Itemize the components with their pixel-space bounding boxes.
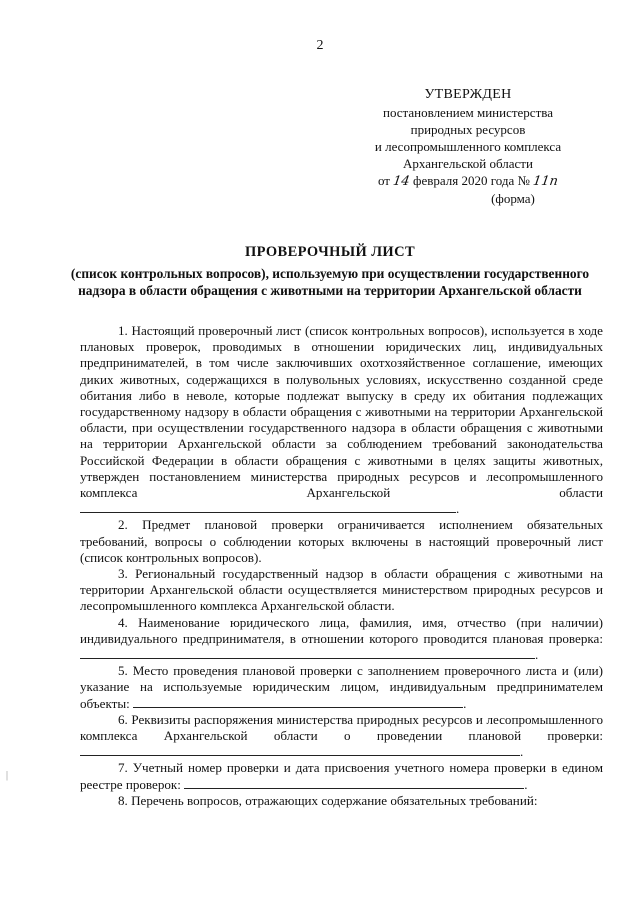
fill-in-blank[interactable] bbox=[80, 647, 535, 659]
handwritten-number: 11п bbox=[532, 174, 560, 189]
paragraph-end: . bbox=[524, 776, 528, 792]
date-text: февраля 2020 года № bbox=[413, 173, 530, 188]
form-note: (форма) bbox=[491, 191, 535, 206]
approval-line: природных ресурсов bbox=[410, 122, 526, 137]
paragraph-end: . bbox=[520, 744, 524, 760]
fill-in-blank[interactable] bbox=[80, 501, 456, 513]
date-prefix: от bbox=[377, 173, 390, 188]
scan-margin-mark: | bbox=[6, 770, 9, 781]
fill-in-blank[interactable] bbox=[133, 696, 463, 708]
fill-in-blank[interactable] bbox=[80, 744, 520, 756]
approval-line: Архангельской области bbox=[403, 156, 533, 171]
approval-block bbox=[318, 86, 618, 207]
paragraph-end: . bbox=[535, 647, 539, 663]
document-title bbox=[60, 244, 600, 300]
approval-line: постановлением министерства bbox=[382, 105, 553, 120]
paragraph-text: 5. Место проведения плановой проверки с заполнением проверочного листа и (или) указание на используемые юридическим лицом, индивидуальным предпринимателем объекты: bbox=[80, 663, 603, 711]
paragraph-6 bbox=[80, 712, 603, 761]
paragraph-1 bbox=[80, 323, 603, 517]
paragraph-7 bbox=[80, 760, 603, 792]
paragraph-end: . bbox=[456, 501, 460, 517]
paragraph-4 bbox=[80, 615, 603, 664]
page-number: 2 bbox=[316, 38, 324, 53]
paragraph-text: 6. Реквизиты распоряжения министерства природных ресурсов и лесопромышленного комплекса Архангельской области о проведении плановой проверки: bbox=[80, 711, 603, 744]
paragraph-5 bbox=[80, 663, 603, 712]
paragraph-3: 3. Региональный государственный надзор в области обращения с животными на территории Архангельской области осуществляется министерством природных ресурсов и лесопромышленного комплекса Архангельской области. bbox=[80, 566, 603, 614]
fill-in-blank[interactable] bbox=[184, 777, 524, 789]
paragraph-end: . bbox=[463, 695, 467, 711]
handwritten-day: 14 bbox=[392, 174, 411, 189]
paragraph-2: 2. Предмет плановой проверки ограничивается исполнением обязательных требований, вопросы о соблюдении которых включены в настоящий проверочный лист (список контрольных вопросов). bbox=[80, 517, 603, 565]
paragraph-text: 1. Настоящий проверочный лист (список контрольных вопросов), используется в ходе плановых проверок, проводимых в отношении юридических лиц, индивидуальных предпринимателей, в том числе заключивших охотхозяйственное соглашение, имеющих диких животных, содержащихся в полувольных условиях, искусственно созданной среде обитания либо в неволе, которые подлежат выпуску в среду их обитания подлежащих государственному надзору в области обращения с животными на территории Архангельской области, при осуществлении государственного надзора в области обращения с животными на территории Архангельской области за соблюдением требований законодательства Российской Федерации в области обращения с животными в целях защиты животных, утвержден постановлением министерства природных ресурсов и лесопромышленного комплекса Архангельской области bbox=[80, 323, 603, 501]
approval-heading: УТВЕРЖДЕН bbox=[424, 87, 512, 102]
paragraph-text: 7. Учетный номер проверки и дата присвоения учетного номера проверки в едином реестре проверок: bbox=[80, 760, 603, 792]
paragraph-8: 8. Перечень вопросов, отражающих содержание обязательных требований: bbox=[118, 792, 538, 808]
approval-line: и лесопромышленного комплекса bbox=[374, 139, 562, 154]
approval-date bbox=[318, 172, 618, 190]
paragraph-text: 4. Наименование юридического лица, фамилия, имя, отчество (при наличии) индивидуального предпринимателя, в отношении которого проводится плановая проверка: bbox=[80, 614, 603, 646]
title-subtitle: (список контрольных вопросов), используемую при осуществлении государственного надзора в области обращения с животными на территории Архангельской области bbox=[70, 265, 590, 298]
title-main: ПРОВЕРОЧНЫЙ ЛИСТ bbox=[244, 244, 416, 260]
document-body bbox=[80, 323, 603, 809]
